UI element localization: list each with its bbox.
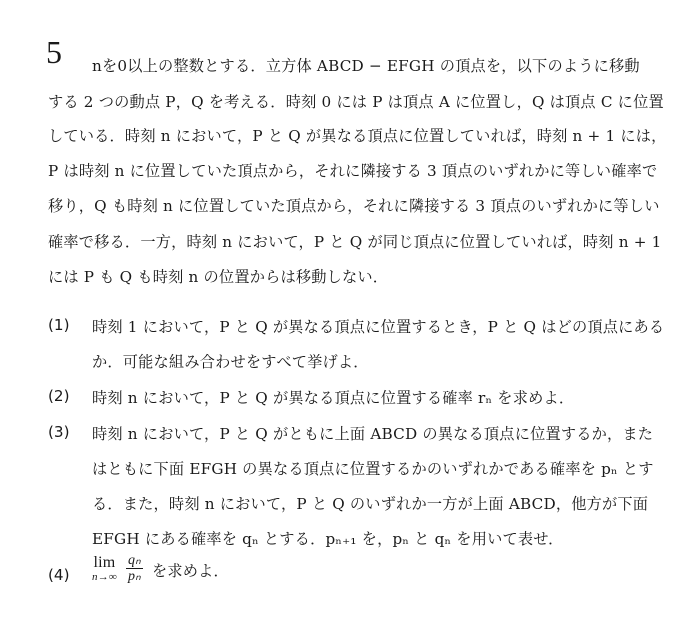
fraction-numerator: qₙ <box>127 553 141 568</box>
limit-suffix: を求めよ． <box>152 562 229 580</box>
subquestion-label: (3) <box>48 423 70 441</box>
intro-line: P は時刻 n に位置していた頂点から，それに隣接する 3 頂点のいずれかに等しい確率で <box>48 162 658 180</box>
limit-subscript: n→∞ <box>92 571 117 583</box>
intro-line: する 2 つの動点 P，Q を考える．時刻 0 には P は頂点 A に位置し，Q は頂点 C に位置 <box>48 93 664 111</box>
subquestion-line: 時刻 n において，P と Q がともに上面 ABCD の異なる頂点に位置するか，また <box>92 425 654 443</box>
limit-text: lim <box>93 554 116 571</box>
intro-line: nを0以上の整数とする．立方体 ABCD − EFGH の頂点を，以下のように移動 <box>92 57 640 75</box>
subquestion-line: はともに下面 EFGH の異なる頂点に位置するかのいずれかである確率を pₙ とす <box>92 460 654 478</box>
subquestion-line: EFGH にある確率を qₙ とする．pₙ₊₁ を，pₙ と qₙ を用いて表せ． <box>92 530 564 548</box>
limit-expression <box>92 555 229 586</box>
subquestion-label: (2) <box>48 387 70 405</box>
intro-line: 確率で移る．一方，時刻 n において，P と Q が同じ頂点に位置していれば，時刻 n + 1 <box>48 233 662 251</box>
intro-line: している．時刻 n において，P と Q が異なる頂点に位置していれば，時刻 n + 1 には， <box>48 127 667 145</box>
subquestion-line: る．また，時刻 n において，P と Q のいずれか一方が上面 ABCD，他方が下面 <box>92 495 649 513</box>
fraction-denominator: pₙ <box>127 569 141 584</box>
subquestion-label: (4) <box>48 566 70 584</box>
intro-line: 移り，Q も時刻 n に位置していた頂点から，それに隣接する 3 頂点のいずれかに等しい <box>48 197 660 215</box>
subquestion-line: 時刻 n において，P と Q が異なる頂点に位置する確率 rₙ を求めよ． <box>92 389 575 407</box>
intro-line: には P も Q も時刻 n の位置からは移動しない． <box>48 268 389 286</box>
subquestion-label: (1) <box>48 316 70 334</box>
problem-number: 5 <box>46 34 62 70</box>
limit-operator <box>92 554 117 583</box>
subquestion-line: 時刻 1 において，P と Q が異なる頂点に位置するとき，P と Q はどの頂点にある <box>92 318 665 336</box>
limit-fraction <box>126 553 143 584</box>
subquestion-line: か．可能な組み合わせをすべて挙げよ． <box>92 353 369 371</box>
